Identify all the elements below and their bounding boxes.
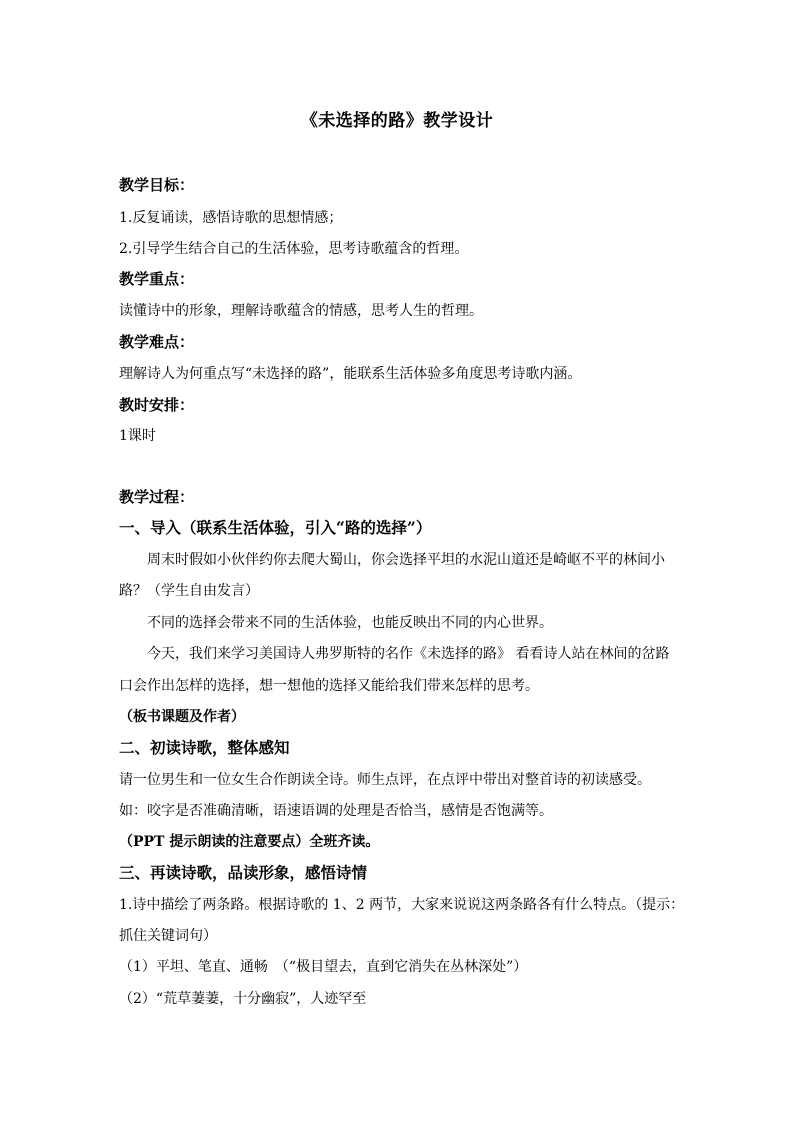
section-1-paragraph-1-line-1: 周末时假如小伙伴约你去爬大蜀山，你会选择平坦的水泥山道还是崎岖不平的林间小 [147,552,665,568]
schedule-heading: 教时安排： [119,396,195,414]
section-3-answer-2: （2）“荒草萋萋，十分幽寂”，人迹罕至 [119,991,367,1007]
board-note: （板书课题及作者） [119,709,245,725]
section-1-heading: 一、导入（联系生活体验，引入“路的选择”） [119,518,432,537]
section-1-paragraph-1-line-2: 路？（学生自由发言） [119,583,259,599]
section-3-question-1-line-2: 抓住关键词句） [119,928,217,944]
key-points-text: 读懂诗中的形象，理解诗歌蕴含的情感，思考人生的哲理。 [119,303,483,319]
section-2-paragraph-2: 如：咬字是否准确清晰，语速语调的处理是否恰当，感情是否饱满等。 [119,803,553,819]
difficult-points-text: 理解诗人为何重点写“未选择的路”，能联系生活体验多角度思考诗歌内涵。 [119,366,582,382]
section-1-paragraph-2: 不同的选择会带来不同的生活体验，也能反映出不同的内心世界。 [147,615,553,631]
section-2-heading: 二、初读诗歌，整体感知 [119,738,290,757]
goals-heading: 教学目标： [119,176,195,194]
key-points-heading: 教学重点： [119,270,195,288]
goal-item-2: 2.引导学生结合自己的生活体验，思考诗歌蕴含的哲理。 [119,241,469,257]
section-3-answer-1: （1）平坦、笔直、通畅 （“极目望去，直到它消失在丛林深处”） [119,959,528,975]
schedule-text: 1课时 [119,428,156,444]
difficult-points-heading: 教学难点： [119,333,195,351]
section-1-paragraph-3-line-2: 口会作出怎样的选择，想一想他的选择又能给我们带来怎样的思考。 [119,678,539,694]
page-title: 《未选择的路》教学设计 [300,111,494,131]
section-3-heading: 三、再读诗歌，品读形象，感悟诗情 [119,863,368,882]
goal-item-1: 1.反复诵读，感悟诗歌的思想情感； [119,210,343,226]
ppt-note: （PPT 提示朗读的注意要点）全班齐读。 [119,834,380,850]
process-heading: 教学过程： [119,488,195,506]
section-1-paragraph-3-line-1: 今天，我们来学习美国诗人弗罗斯特的名作《未选择的路》 看看诗人站在林间的岔路 [147,646,670,662]
section-2-paragraph-1: 请一位男生和一位女生合作朗读全诗。师生点评，在点评中带出对整首诗的初读感受。 [119,772,651,788]
section-3-question-1-line-1: 1.诗中描绘了两条路。根据诗歌的 1、2 两节，大家来说说这两条路各有什么特点。（提示： [119,897,685,913]
